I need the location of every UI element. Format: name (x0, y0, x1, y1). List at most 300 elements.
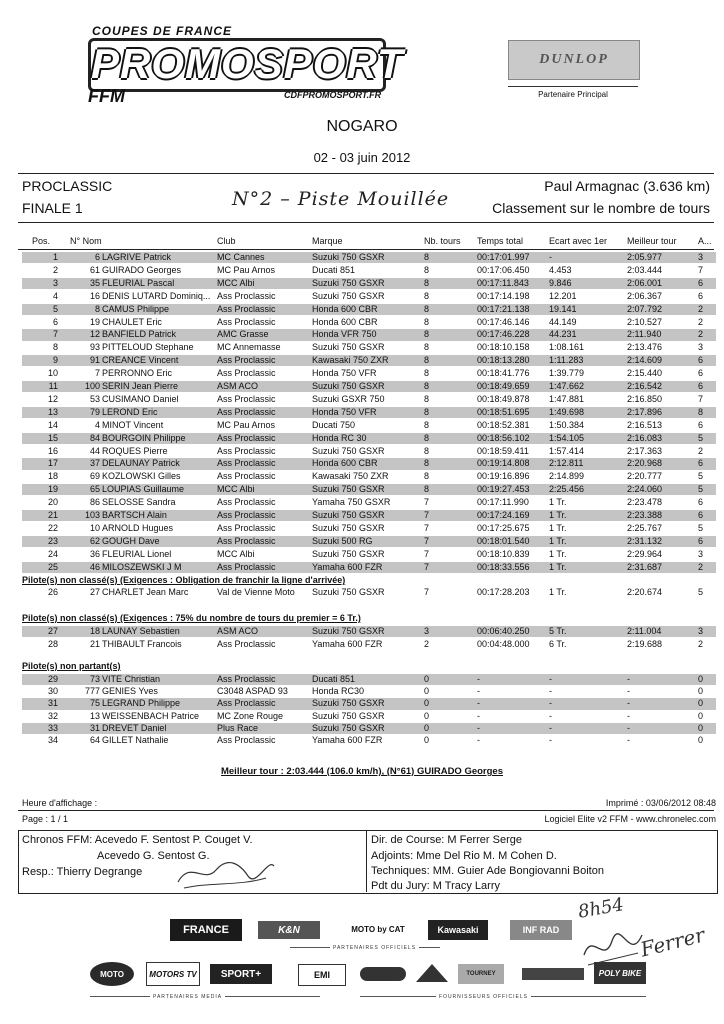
cell-ecart: 1:47.881 (549, 393, 585, 404)
cell-tours: 8 (424, 316, 430, 327)
cell-marque: Honda 750 VFR (312, 406, 377, 417)
cell-pos: 29 (47, 674, 58, 684)
cell-pos: 26 (47, 587, 58, 597)
cell-a: 6 (698, 510, 704, 520)
cell-tours: 7 (424, 561, 430, 572)
table-row (22, 355, 716, 366)
cell-pos: 22 (47, 522, 58, 533)
cell-marque: Ducati 851 (312, 674, 356, 684)
cell-nom: LAUNAY Sebastien (102, 626, 180, 636)
cell-total: 00:17:46.146 (477, 316, 530, 327)
col-ecart: Ecart avec 1er (549, 236, 608, 246)
heure-affichage: Heure d'affichage : (22, 798, 98, 808)
table-row (22, 674, 716, 685)
cell-ecart: 1:49.698 (549, 406, 585, 417)
cell-best: 2:25.767 (627, 522, 663, 533)
cell-pos: 17 (47, 458, 58, 469)
cell-ecart: 1 Tr. (549, 561, 567, 572)
cell-nom: CREANCE Vincent (102, 355, 179, 366)
cell-pos: 15 (47, 432, 58, 443)
cell-marque: Suzuki 750 GSXR (312, 698, 385, 709)
table-row (22, 562, 716, 573)
sponsor-logo (360, 967, 406, 981)
table-row (22, 471, 716, 482)
cell-best: 2:31.687 (627, 561, 663, 572)
cell-pos: 14 (47, 419, 58, 430)
cell-nom: GENIES Yves (102, 686, 158, 697)
cell-nom: FLEURIAL Lionel (102, 548, 172, 559)
cell-best: - (627, 698, 630, 709)
cell-tours: 8 (424, 290, 430, 301)
cell-ecart: - (549, 674, 552, 684)
cell-nom: CHARLET Jean Marc (102, 587, 189, 597)
cell-total: 00:17:46.228 (477, 329, 530, 340)
cell-total: 00:04:48.000 (477, 638, 530, 649)
cell-num: 86 (89, 497, 100, 508)
cell-best: 2:29.964 (627, 548, 663, 559)
cell-best: 2:11.940 (627, 329, 662, 340)
table-row (22, 549, 716, 560)
cell-nom: SERIN Jean Pierre (102, 381, 179, 391)
cell-club: Plus Race (217, 722, 259, 733)
cell-best: 2:23.388 (627, 510, 663, 520)
partenaire-label: Partenaire Principal (538, 90, 608, 99)
col-tours: Nb. tours (424, 236, 461, 246)
cell-a: 0 (698, 735, 704, 745)
cell-best: 2:07.792 (627, 303, 663, 314)
cell-nom: PITTELOUD Stephane (102, 342, 194, 353)
cell-total: 00:18:41.776 (477, 368, 530, 379)
cell-ecart: 2:25.456 (549, 484, 585, 495)
sponsor-logo: MOTO (90, 962, 134, 986)
cell-ecart: 1 Tr. (549, 497, 567, 508)
cell-total: 00:17:25.675 (477, 522, 530, 533)
table-row (22, 686, 716, 697)
cell-best: 2:17.896 (627, 406, 663, 417)
cell-num: 69 (89, 471, 100, 482)
table-row (22, 458, 716, 469)
cell-a: 6 (698, 355, 704, 366)
cell-nom: CAMUS Philippe (102, 303, 170, 314)
cell-nom: VITE Christian (102, 674, 161, 684)
table-row (22, 484, 716, 495)
cell-pos: 4 (52, 290, 58, 301)
cell-ecart: - (549, 686, 552, 697)
cell-total: 00:17:06.450 (477, 264, 530, 275)
cell-a: 2 (698, 561, 704, 572)
cell-a: 0 (698, 722, 704, 733)
cell-pos: 21 (47, 510, 58, 520)
cell-a: 0 (698, 686, 704, 697)
cell-marque: Suzuki 750 GSXR (312, 722, 385, 733)
table-row (22, 523, 716, 534)
cell-total: - (477, 686, 480, 697)
cell-num: 61 (89, 264, 100, 275)
sponsor-logo: INF RAD (510, 920, 572, 940)
cell-num: 75 (89, 698, 100, 709)
cell-pos: 16 (47, 445, 58, 456)
suppliers-label: FOURNISSEURS OFFICIELS (436, 994, 531, 1000)
cell-num: 91 (89, 355, 100, 366)
cell-best: 2:16.513 (627, 419, 663, 430)
cell-tours: 7 (424, 587, 430, 597)
sponsor-logo: MOTORS TV (146, 962, 200, 986)
sponsor-logo: MOTO by CAT (351, 924, 405, 934)
cell-marque: Suzuki 750 GSXR (312, 522, 385, 533)
cell-tours: 0 (424, 710, 430, 721)
resp-line: Resp.: Thierry Degrange (22, 866, 143, 878)
cell-pos: 12 (47, 393, 58, 404)
cell-a: 2 (698, 445, 704, 456)
cell-nom: SELOSSE Sandra (102, 497, 176, 508)
cell-num: 84 (89, 432, 100, 443)
cell-num: 65 (89, 484, 100, 495)
cell-best: - (627, 710, 630, 721)
cell-num: 10 (89, 522, 100, 533)
officials-divider (366, 830, 367, 892)
sponsor-logo (414, 962, 450, 984)
cell-a: 6 (698, 419, 704, 430)
cell-nom: KOZLOWSKI Gilles (102, 471, 181, 482)
cell-club: Ass Proclassic (217, 674, 276, 684)
cell-ecart: 1:50.384 (549, 419, 585, 430)
cell-a: 7 (698, 393, 704, 404)
cell-club: Ass Proclassic (217, 355, 276, 366)
adjoints: Adjoints: Mme Del Rio M. M Cohen D. (371, 850, 557, 862)
cell-nom: BOURGOIN Philippe (102, 432, 186, 443)
cell-num: 93 (89, 342, 100, 353)
cell-num: 16 (89, 290, 100, 301)
sponsor-logo: POLY BIKE (594, 962, 646, 984)
media-partners-label: PARTENAIRES MEDIA (150, 994, 225, 1000)
cell-best: 2:06.367 (627, 290, 663, 301)
cell-best: 2:15.440 (627, 368, 663, 379)
cell-club: Ass Proclassic (217, 432, 276, 443)
cell-pos: 9 (52, 355, 58, 366)
cell-club: MC Pau Arnos (217, 419, 276, 430)
table-row (22, 265, 716, 276)
cell-club: Ass Proclassic (217, 316, 276, 327)
cell-club: Ass Proclassic (217, 303, 276, 314)
cell-a: 6 (698, 277, 704, 288)
cell-a: 2 (698, 638, 704, 649)
promosport-logo: PROMOSPORT (88, 38, 386, 92)
sponsor-logo: TOURNEY (458, 964, 504, 984)
cell-tours: 0 (424, 674, 430, 684)
cell-pos: 24 (47, 548, 58, 559)
cell-club: ASM ACO (217, 381, 259, 391)
cell-tours: 7 (424, 510, 430, 520)
table-row (22, 433, 716, 444)
cell-pos: 33 (47, 722, 58, 733)
cell-ecart: 5 Tr. (549, 626, 567, 636)
cell-a: 2 (698, 329, 704, 340)
cell-pos: 10 (47, 368, 58, 379)
cell-total: 00:18:10.839 (477, 548, 530, 559)
cell-nom: DENIS LUTARD Dominiq... (102, 290, 211, 301)
cell-a: 7 (698, 264, 704, 275)
cell-tours: 8 (424, 277, 430, 288)
cell-pos: 1 (52, 252, 58, 262)
table-row (22, 735, 716, 746)
cell-pos: 18 (47, 471, 58, 482)
cell-a: 5 (698, 587, 704, 597)
table-row (22, 381, 716, 392)
col-club: Club (217, 236, 236, 246)
cell-marque: Suzuki 750 GSXR (312, 252, 385, 262)
table-row (22, 329, 716, 340)
sponsor-logo: Kawasaki (428, 920, 488, 940)
cell-tours: 7 (424, 497, 430, 508)
sponsor-logo (522, 968, 584, 980)
sponsor-logo: EMI (298, 964, 346, 986)
cell-tours: 8 (424, 303, 430, 314)
cell-club: Ass Proclassic (217, 698, 276, 709)
imprime-date: Imprimé : 03/06/2012 08:48 (605, 798, 716, 808)
cell-club: Ass Proclassic (217, 561, 276, 572)
cell-marque: Honda VFR 750 (312, 329, 377, 340)
cell-total: 00:19:16.896 (477, 471, 530, 482)
finale-label: FINALE 1 (22, 200, 83, 216)
cell-pos: 28 (47, 638, 58, 649)
cell-num: 21 (89, 638, 100, 649)
cell-tours: 8 (424, 419, 430, 430)
partners-label: PARTENAIRES OFFICIELS (330, 945, 419, 951)
cell-a: 6 (698, 368, 704, 379)
cell-total: - (477, 735, 480, 745)
cell-best: - (627, 722, 630, 733)
cell-ecart: 44.149 (549, 316, 577, 327)
cell-tours: 0 (424, 735, 430, 745)
divider (18, 249, 714, 250)
table-row (22, 639, 716, 650)
cell-club: Ass Proclassic (217, 290, 276, 301)
cell-ecart: 1 Tr. (549, 522, 567, 533)
cell-club: Ass Proclassic (217, 735, 276, 745)
cell-pos: 5 (52, 303, 58, 314)
table-row (22, 587, 716, 598)
cell-club: Ass Proclassic (217, 368, 276, 379)
cell-club: Ass Proclassic (217, 471, 276, 482)
cell-ecart: 6 Tr. (549, 638, 567, 649)
cell-num: 100 (84, 381, 100, 391)
cell-best: 2:16.083 (627, 432, 663, 443)
cell-total: 00:18:52.381 (477, 419, 530, 430)
cell-best: 2:17.363 (627, 445, 663, 456)
sponsor-logo: FRANCE (170, 919, 242, 941)
cell-marque: Honda 600 CBR (312, 303, 378, 314)
cell-num: 53 (89, 393, 100, 404)
cell-num: 7 (94, 368, 100, 379)
best-lap-summary: Meilleur tour : 2:03.444 (106.0 km/h), (N°61) GUIRADO Georges (220, 766, 504, 777)
cell-total: - (477, 722, 480, 733)
cell-club: MC Zone Rouge (217, 710, 284, 721)
cell-marque: Honda 600 CBR (312, 316, 378, 327)
cell-num: 18 (89, 626, 100, 636)
cell-ecart: 1 Tr. (549, 510, 567, 520)
cell-ecart: - (549, 252, 552, 262)
cell-a: 2 (698, 303, 704, 314)
cell-tours: 8 (424, 264, 430, 275)
cell-ecart: 1:11.283 (549, 355, 584, 366)
cell-club: Ass Proclassic (217, 638, 276, 649)
cell-marque: Kawasaki 750 ZXR (312, 471, 389, 482)
cell-nom: LOUPIAS Guillaume (102, 484, 185, 495)
cell-nom: LEROND Eric (102, 406, 158, 417)
cell-club: Val de Vienne Moto (217, 587, 295, 597)
cell-tours: 2 (424, 638, 430, 649)
cell-nom: MINOT Vincent (102, 419, 164, 430)
cell-best: 2:16.850 (627, 393, 663, 404)
cell-total: 00:19:27.453 (477, 484, 530, 495)
cell-a: 5 (698, 484, 704, 495)
venue-title: NOGARO (326, 118, 398, 135)
section-title-unclassified-laps: Pilote(s) non classé(s) (Exigences : 75% du nombre de tours du premier = 6 Tr.) (22, 613, 361, 623)
col-total: Temps total (477, 236, 524, 246)
cell-best: 2:20.968 (627, 458, 663, 469)
cell-tours: 8 (424, 432, 430, 443)
cell-a: 5 (698, 522, 704, 533)
cell-total: 00:19:14.808 (477, 458, 530, 469)
section-title-unclassified-finish: Pilote(s) non classé(s) (Exigences : Obligation de franchir la ligne d'arrivée) (22, 575, 346, 585)
cell-ecart: 1:47.662 (549, 381, 585, 391)
cell-num: 35 (89, 277, 100, 288)
cell-ecart: 1:08.161 (549, 342, 585, 353)
cell-a: 2 (698, 316, 704, 327)
cell-num: 37 (89, 458, 100, 469)
col-pos: Pos. (32, 236, 51, 246)
cell-club: MCC Albi (217, 277, 255, 288)
cell-nom: BARTSCH Alain (102, 510, 167, 520)
cell-club: AMC Grasse (217, 329, 269, 340)
cell-pos: 13 (47, 406, 58, 417)
cell-ecart: 1 Tr. (549, 535, 567, 546)
cell-marque: Suzuki 750 GSXR (312, 710, 385, 721)
cell-total: 00:18:13.280 (477, 355, 530, 366)
cell-best: - (627, 735, 630, 745)
cell-num: 13 (89, 710, 100, 721)
cell-ecart: 1:57.414 (549, 445, 585, 456)
cell-num: 6 (94, 252, 100, 262)
cell-marque: Honda RC30 (312, 686, 365, 697)
cell-tours: 8 (424, 342, 430, 353)
chronos-line2: Acevedo G. Sentost G. (97, 850, 210, 862)
cell-total: 00:18:51.695 (477, 406, 530, 417)
cell-best: 2:10.527 (627, 316, 663, 327)
cell-ecart: 19.141 (549, 303, 577, 314)
cell-pos: 2 (52, 264, 58, 275)
cell-nom: GOUGH Dave (102, 535, 160, 546)
dir-course: Dir. de Course: M Ferrer Serge (371, 834, 522, 846)
cell-club: Ass Proclassic (217, 458, 276, 469)
cell-num: 73 (89, 674, 100, 684)
category-label: PROCLASSIC (22, 178, 113, 194)
cell-total: 00:18:10.158 (477, 342, 530, 353)
cell-tours: 8 (424, 368, 430, 379)
cell-tours: 0 (424, 698, 430, 709)
cell-a: 0 (698, 710, 704, 721)
cell-num: 64 (89, 735, 100, 745)
cell-tours: 0 (424, 686, 430, 697)
handwritten-name: Ferrer (638, 922, 708, 962)
cell-marque: Honda 600 CBR (312, 458, 378, 469)
cell-marque: Suzuki 500 RG (312, 535, 373, 546)
cell-nom: LAGRIVE Patrick (102, 252, 172, 262)
cell-best: 2:13.476 (627, 342, 663, 353)
cell-best: 2:20.674 (627, 587, 663, 597)
cell-pos: 3 (52, 277, 58, 288)
cell-best: 2:11.004 (627, 626, 662, 636)
cell-ecart: 44.231 (549, 329, 577, 340)
cell-nom: GUIRADO Georges (102, 264, 182, 275)
cell-club: MCC Albi (217, 484, 255, 495)
cell-total: 00:17:21.138 (477, 303, 530, 314)
divider (18, 810, 714, 811)
table-row (22, 536, 716, 547)
cell-total: 00:18:49.878 (477, 393, 530, 404)
logiciel-label: Logiciel Elite v2 FFM - www.chronelec.com (544, 814, 716, 824)
cell-total: 00:18:56.102 (477, 432, 530, 443)
cell-ecart: 2:12.811 (549, 458, 584, 469)
cell-best: 2:14.609 (627, 355, 663, 366)
cell-num: 4 (94, 419, 100, 430)
cell-a: 3 (698, 548, 704, 559)
cell-marque: Yamaha 750 GSXR (312, 497, 391, 508)
cell-pos: 6 (52, 316, 58, 327)
cell-marque: Yamaha 600 FZR (312, 638, 383, 649)
cell-marque: Suzuki 750 GSXR (312, 342, 385, 353)
cell-best: 2:24.060 (627, 484, 663, 495)
cell-best: 2:19.688 (627, 638, 663, 649)
col-num-nom: N° Nom (70, 236, 102, 246)
cell-pos: 34 (47, 735, 58, 745)
table-row (22, 446, 716, 457)
cell-club: Ass Proclassic (217, 510, 276, 520)
cell-num: 27 (89, 587, 100, 597)
cell-a: 8 (698, 406, 704, 417)
section-title-non-starters: Pilote(s) non partant(s) (22, 661, 121, 671)
col-a: A... (698, 236, 712, 246)
cell-marque: Suzuki GSXR 750 (312, 393, 385, 404)
cell-club: Ass Proclassic (217, 535, 276, 546)
table-row (22, 304, 716, 315)
table-row (22, 698, 716, 709)
cell-tours: 8 (424, 393, 430, 404)
cell-total: - (477, 698, 480, 709)
cell-ecart: 2:14.899 (549, 471, 585, 482)
cell-total: - (477, 674, 480, 684)
cell-a: 6 (698, 290, 704, 301)
cell-ecart: - (549, 722, 552, 733)
cell-club: MC Cannes (217, 252, 265, 262)
handwritten-note: N°2 – Piste Mouillée (232, 188, 450, 210)
cell-pos: 7 (52, 329, 58, 340)
cell-ecart: 1:39.779 (549, 368, 585, 379)
cell-total: 00:17:28.203 (477, 587, 530, 597)
cell-tours: 8 (424, 329, 430, 340)
sponsor-logo: SPORT+ (210, 964, 272, 984)
site-url: CDFPROMOSPORT.FR (284, 90, 382, 100)
cell-total: 00:06:40.250 (477, 626, 530, 636)
cell-pos: 30 (47, 686, 58, 697)
cell-marque: Suzuki 750 GSXR (312, 445, 385, 456)
signature-resp (170, 852, 280, 892)
cell-pos: 27 (47, 626, 58, 636)
cell-marque: Suzuki 750 GSXR (312, 626, 385, 636)
cell-best: 2:03.444 (627, 264, 663, 275)
cell-nom: ROQUES Pierre (102, 445, 168, 456)
dunlop-label: DUNLOP (539, 52, 609, 67)
